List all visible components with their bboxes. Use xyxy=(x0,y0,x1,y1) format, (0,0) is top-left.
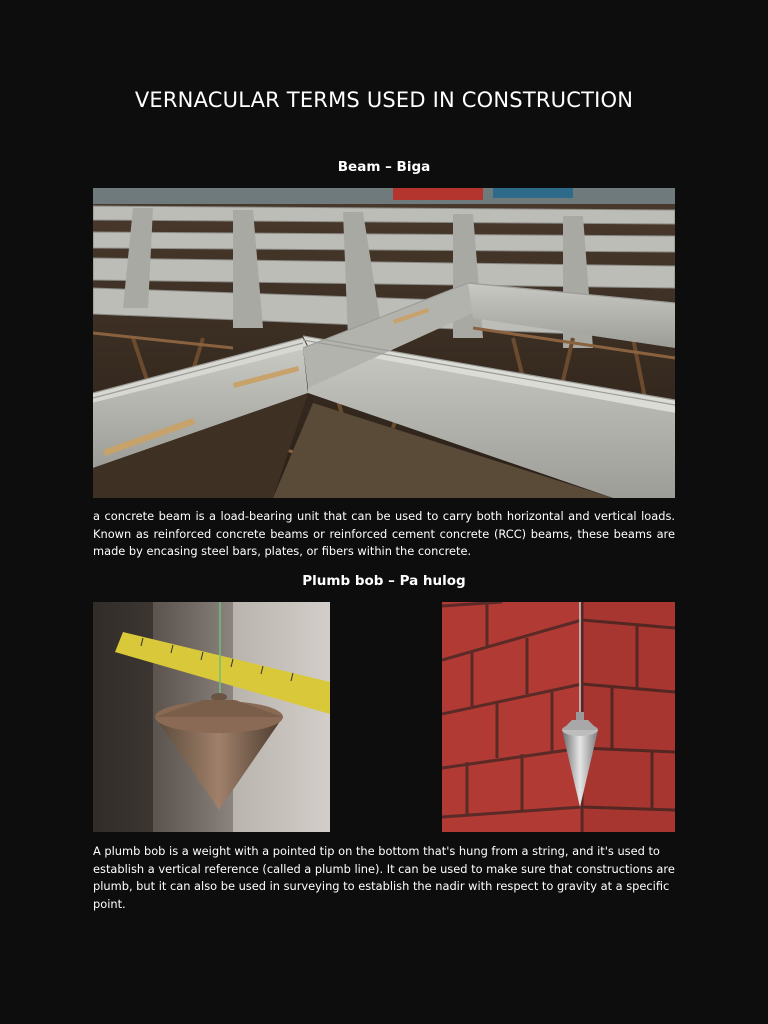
plumb-bob-brick-wall-illustration xyxy=(442,602,675,832)
plumb-bob-heading: Plumb bob – Pa hulog xyxy=(302,573,466,589)
plumb-bob-photo xyxy=(93,602,330,832)
concrete-beam-photo xyxy=(93,188,675,498)
beam-heading: Beam – Biga xyxy=(337,159,431,175)
plumb-bob-description: A plumb bob is a weight with a pointed tip on the bottom that's hung from a string, and it's used to establish a vertical reference (called a plumb line). It can be used to make sure that constructions are plumb, but it can also be used in surveying to establish the nadir with respect to gravity at a specific point. xyxy=(93,844,675,911)
beam-description: a concrete beam is a load-bearing unit that can be used to carry both horizontal and vertical loads. Known as reinforced concrete beams or reinforced cement concrete (RCC) beams, these beams are made by encasing steel bars, plates, or fibers within the concrete. xyxy=(93,509,675,558)
page-title: VERNACULAR TERMS USED IN CONSTRUCTION xyxy=(134,88,634,112)
